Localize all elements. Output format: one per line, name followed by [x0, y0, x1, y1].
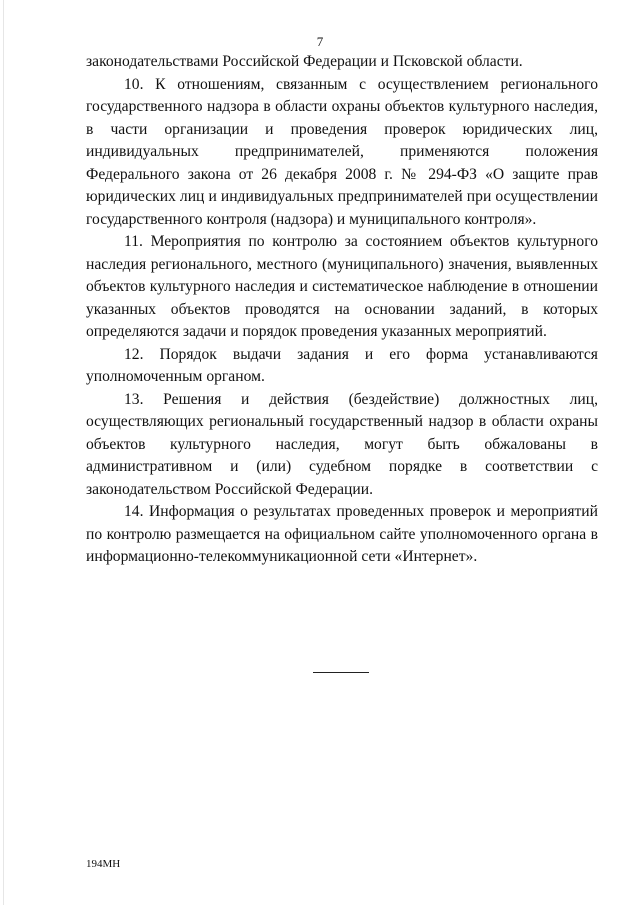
paragraph-11: 11. Мероприятия по контролю за состоянием объектов культурного наследия регионального, местного (муниципального) значения, выявленных объектов культурного наследия и систематическое наблюдение в отношении указанных объектов проводятся на основании заданий, в которых определяются задачи и порядок проведения указанных мероприятий.: [86, 233, 598, 340]
footer-document-code: 194МН: [86, 858, 121, 870]
document-body: [86, 51, 598, 569]
paragraph-10: 10. К отношениям, связанным с осуществлением регионального государственного надзора в области охраны объектов культурного наследия, в части организации и проведения проверок юридических лиц, индивидуальных предпринимателей, применяются положения Федерального закона от 26 декабря 2008 г. № 294-ФЗ «О защите прав юридических лиц и индивидуальных предпринимателей при осуществлении государственного контроля (надзора) и муниципального контроля».: [86, 75, 598, 228]
end-separator-line: [313, 672, 369, 673]
paragraph-14: 14. Информация о результатах проведенных проверок и мероприятий по контролю размещается на официальном сайте уполномоченного органа в информационно-телекоммуникационной сети «Интернет».: [86, 503, 598, 565]
paragraph-continuation: законодательствами Российской Федерации и Псковской области.: [86, 53, 523, 70]
paragraph-13: 13. Решения и действия (бездействие) должностных лиц, осуществляющих региональный государственный надзор в области охраны объектов культурного наследия, могут быть обжалованы в административном и (или) судебном порядке в соответствии с законодательством Российской Федерации.: [86, 390, 598, 498]
page-number: 7: [316, 34, 324, 49]
page-edge: [3, 0, 4, 905]
paragraph-12: 12. Порядок выдачи задания и его форма устанавливаются уполномоченным органом.: [86, 345, 598, 385]
